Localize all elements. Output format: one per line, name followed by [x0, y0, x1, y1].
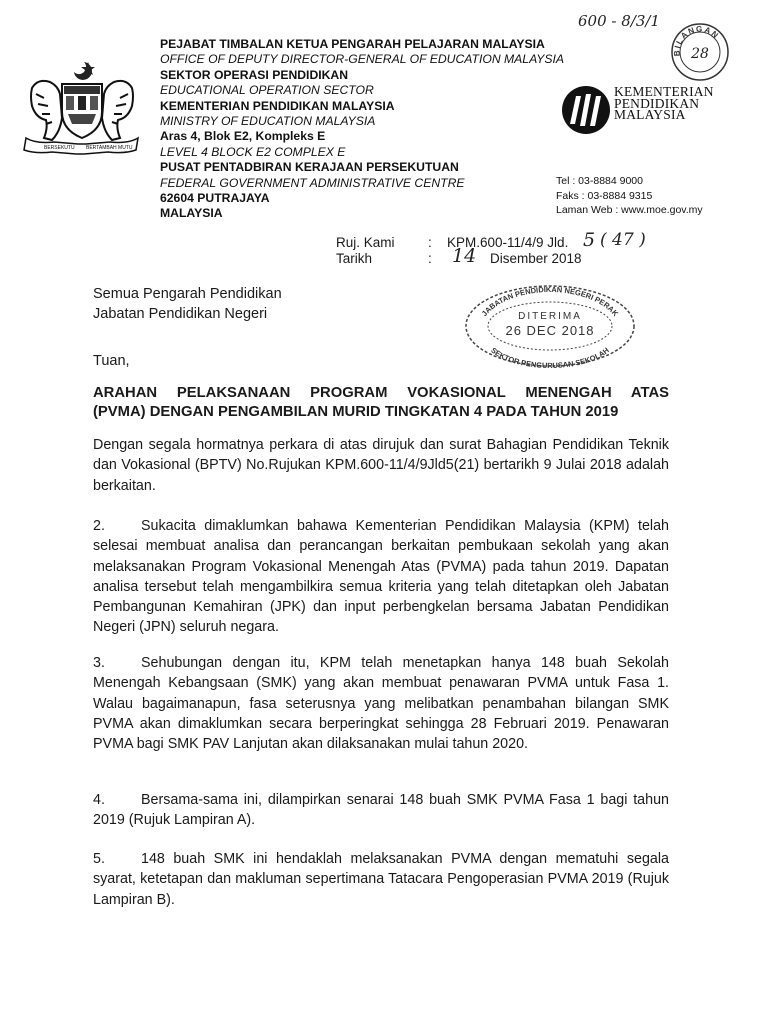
- date-colon: :: [428, 251, 432, 266]
- header-line: PEJABAT TIMBALAN KETUA PENGARAH PELAJARAN MALAYSIA: [160, 37, 545, 51]
- paragraph-text: Bersama-sama ini, dilampirkan senarai 148 buah SMK PVMA Fasa 1 bagi tahun 2019 (Rujuk Lampiran A).: [93, 792, 669, 829]
- addressee-line1: Semua Pengarah Pendidikan: [93, 286, 282, 302]
- date-value: Disember 2018: [490, 251, 582, 266]
- received-stamp-date: 26 DEC 2018: [505, 323, 595, 338]
- header-line: 62604 PUTRAJAYA: [160, 191, 270, 206]
- ref-value: KPM.600-11/4/9 Jld.: [447, 235, 569, 250]
- ministry-logo-line2: PENDIDIKAN: [614, 95, 700, 111]
- crest-ribbon-right: BERTAMBAH MUTU: [86, 145, 133, 151]
- paragraph-text: 148 buah SMK ini hendaklah melaksanakan PVMA dengan mematuhi segala syarat, ketetapan dan makluman sepertimana Tatacara Pengoperasian PVMA 2019 (Rujuk Lampiran B).: [93, 851, 669, 908]
- header-line: EDUCATIONAL OPERATION SECTOR: [160, 83, 374, 98]
- ref-colon: :: [428, 235, 432, 250]
- received-stamp: [462, 280, 638, 368]
- ministry-logo-line3: MALAYSIA: [614, 107, 686, 122]
- header-line: LEVEL 4 BLOCK E2 COMPLEX E: [160, 144, 346, 159]
- received-stamp-status: DITERIMA: [518, 311, 582, 322]
- crest-ribbon-left: BERSEKUTU: [44, 145, 75, 151]
- header-line: SEKTOR OPERASI PENDIDIKAN: [160, 67, 349, 82]
- bilangan-stamp: [668, 20, 732, 84]
- paragraph-text: Sukacita dimaklumkan bahawa Kementerian Pendidikan Malaysia (KPM) telah selesai membuat analisa dan perancangan berkaitan pembukaan sekolah yang akan melaksanakan Program Vokasional Menengah Atas (PVMA) pada tahun 2019. Dapatan analisa tersebut telah mengambilkira semua kriteria yang telah ditetapkan oleh Jabatan Pembangunan Kemahiran (JPK) dan input perbengkelan bersama Jabatan Pendidikan Negeri (JPN) seluruh negara.: [93, 518, 669, 636]
- header-line: MALAYSIA: [160, 206, 223, 221]
- header-line: KEMENTERIAN PENDIDIKAN MALAYSIA: [160, 98, 395, 113]
- paragraph-text: Dengan segala hormatnya perkara di atas dirujuk dan surat Bahagian Pendidikan Teknik dan Vokasional (BPTV) No.Rujukan KPM.600-11/4/9Jld5(21) bertarikh 9 Julai 2018 adalah berkaitan.: [93, 437, 669, 494]
- svg-text:SEKTOR PENGURUSAN SEKOLAH: [489, 346, 610, 368]
- subject-line1: ARAHAN PELAKSANAAN PROGRAM VOKASIONAL MENENGAH ATAS: [93, 385, 669, 401]
- ref-label: Ruj. Kami: [336, 235, 395, 250]
- paragraph-5: [93, 849, 669, 910]
- received-stamp-org: JABATAN PENDIDIKAN NEGERI PERAK: [479, 284, 621, 319]
- ministry-logo-line1: KEMENTERIAN: [614, 84, 714, 99]
- salutation: Tuan,: [93, 353, 130, 369]
- handwritten-date-day: 14: [452, 245, 477, 267]
- contact-fax: Faks : 03-8884 9315: [556, 189, 653, 202]
- addressee-line2: Jabatan Pendidikan Negeri: [93, 305, 268, 322]
- contact-details: [556, 174, 703, 218]
- paragraph-text: Sehubungan dengan itu, KPM telah menetapkan hanya 148 buah Sekolah Menengah Kebangsaan (SMK) yang akan membuat penawaran PVMA untuk Fasa 1. Walau bagaimanapun, fasa seterusnya yang melibatkan penambahan bilangan SMK PVMA akan dimaklumkan secara berperingkat sehingga 28 Februari 2019. Penawaran PVMA bagi SMK PAV Lanjutan akan dilaksanakan mulai tahun 2020.: [93, 655, 669, 753]
- header-line: OFFICE OF DEPUTY DIRECTOR-GENERAL OF EDUCATION MALAYSIA: [160, 52, 565, 67]
- paragraph-number: 5.: [93, 851, 105, 867]
- paragraph-number: 2.: [93, 518, 105, 534]
- header-line: Aras 4, Blok E2, Kompleks E: [160, 129, 326, 144]
- paragraph-4: [93, 790, 669, 831]
- letterhead-address: [160, 37, 564, 222]
- paragraph-3: [93, 653, 669, 754]
- bilangan-label: BILANGAN: [672, 24, 722, 57]
- paragraph-number: 3.: [93, 655, 105, 671]
- handwritten-ref-paren: ( 47 ): [600, 230, 646, 250]
- paragraph-2: [93, 516, 669, 638]
- bilangan-number: 28: [691, 46, 709, 62]
- contact-tel: Tel : 03-8884 9000: [556, 175, 643, 187]
- coat-of-arms-icon: [22, 58, 142, 162]
- handwritten-ref-volume: 5: [583, 229, 596, 251]
- received-stamp-sector: SEKTOR PENGURUSAN SEKOLAH: [489, 345, 611, 368]
- contact-web: Laman Web : www.moe.gov.my: [556, 204, 703, 216]
- header-line: MINISTRY OF EDUCATION MALAYSIA: [160, 114, 376, 129]
- subject-line2: (PVMA) DENGAN PENGAMBILAN MURID TINGKATAN 4 PADA TAHUN 2019: [93, 403, 619, 420]
- subject-heading: [93, 384, 669, 421]
- paragraph-number: 4.: [93, 792, 105, 808]
- addressee: [93, 285, 282, 324]
- ministry-logo-icon: [558, 84, 614, 136]
- header-line: FEDERAL GOVERNMENT ADMINISTRATIVE CENTRE: [160, 175, 465, 190]
- date-label: Tarikh: [336, 251, 373, 266]
- paragraph-1: [93, 435, 669, 496]
- ministry-logo-text: [614, 86, 714, 121]
- header-line: PUSAT PENTADBIRAN KERAJAAN PERSEKUTUAN: [160, 160, 459, 175]
- handwritten-file-number: 600 - 8/3/1: [578, 12, 660, 30]
